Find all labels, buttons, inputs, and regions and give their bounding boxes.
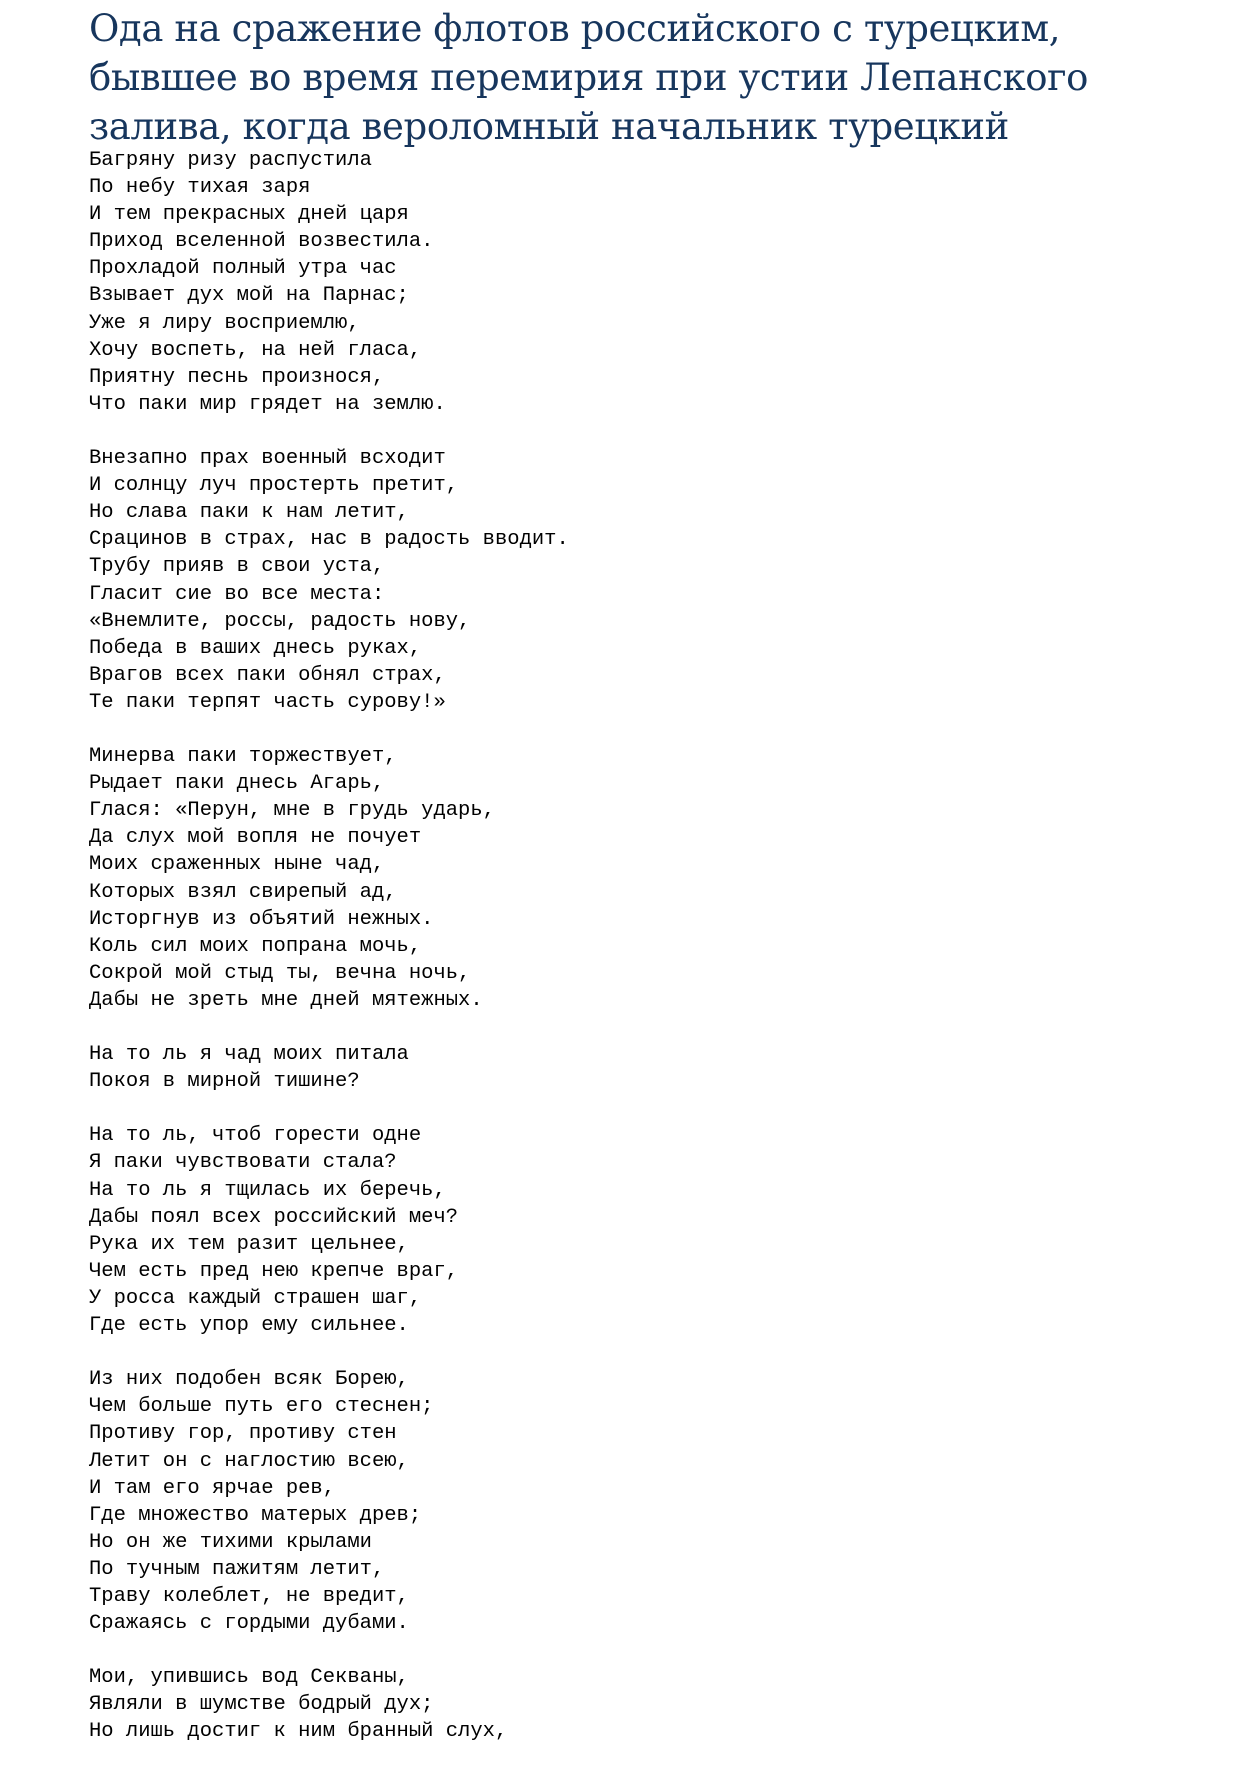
verse-line: На то ль, чтоб горести одне [89,1124,422,1148]
verse-line: Уже я лиру воcприемлю, [89,311,360,335]
verse-line: Где есть упор ему сильнее. [89,1314,409,1338]
verse-line: Что паки мир грядет на землю. [89,392,446,416]
verse-line: Где множество матерых древ; [89,1503,422,1527]
verse-line: Но он же тихими крылами [89,1530,372,1554]
stanza [89,445,1189,716]
verse-line: «Внемлите, россы, радость нову, [89,609,471,633]
verse-line: Коль сил моих попрана мочь, [89,934,422,958]
verse-line: Исторгнув из объятий нежных. [89,907,434,931]
verse-line: Которых взял свирепый ад, [89,880,397,904]
verse-line: По небу тихая заря [89,176,311,200]
verse-line: Рыдает паки днесь Агарь, [89,772,385,796]
verse-line: Да слух мой вопля не почует [89,826,422,850]
verse-line: Из них подобен всяк Борею, [89,1368,409,1392]
verse-line: Те паки терпят часть сурову!» [89,690,446,714]
verse-line: Сокрой мой стыд ты, вечна ночь, [89,961,471,985]
verse-line: Багряну ризу распустила [89,149,372,172]
verse-line: Прохладой полный утра час [89,257,397,281]
verse-line: Чем больше путь его стеснен; [89,1395,434,1419]
verse-line: Срацинов в страх, нас в радость вводит. [89,528,569,552]
verse-line: Противу гор, противу стен [89,1422,397,1446]
verse-line: На то ль я тщилась их беречь, [89,1178,446,1202]
stanza [89,1664,1189,1745]
verse-line: Внезапно прах военный всходит [89,447,446,471]
verse-line: Моих сраженных ныне чад, [89,853,385,877]
verse-line: Мои, упившись вод Секваны, [89,1666,409,1690]
verse-line: Гласит сие во все места: [89,582,385,606]
verse-line: И там его ярчае рев, [89,1476,336,1500]
title-line: Ода на сражение флотов российского с турецким, [89,7,1061,50]
verse-line: Взывает дух мой на Парнас; [89,284,409,308]
verse-line: У росса каждый страшен шаг, [89,1286,422,1310]
verse-line: Являли в шумстве бодрый дух; [89,1693,434,1717]
verse-line: Врагов всех паки обнял страх, [89,663,446,687]
stanza [89,1366,1189,1637]
verse-line: Траву колеблет, не вредит, [89,1584,409,1608]
verse-line: Сражаясь с гордыми дубами. [89,1612,409,1636]
verse-line: Минерва паки торжествует, [89,745,397,769]
verse-line: Дабы поял всех российский меч? [89,1205,459,1229]
verse-line: Я паки чувствовати стала? [89,1151,397,1175]
stanza [89,1041,1189,1095]
verse-line: Чем есть пред нею крепче враг, [89,1259,459,1283]
stanza [89,1122,1189,1339]
title-line: залива, когда вероломный начальник турецкий [89,105,1009,148]
verse-line: И солнцу луч простерть претит, [89,474,459,498]
verse-line: Летит он с наглостию всею, [89,1449,409,1473]
verse-line: Но слава паки к нам летит, [89,501,409,525]
verse-line: Приход вселенной возвестила. [89,230,434,254]
verse-line: И тем прекрасных дней царя [89,203,409,227]
title-line: бывшее во время перемирия при устии Лепанского [89,56,1089,99]
verse-line: Рука их тем разит цельнее, [89,1232,409,1256]
poem-body [89,147,1189,1773]
verse-line: Приятну песнь произнося, [89,365,385,389]
verse-line: Победа в ваших днесь руках, [89,636,422,660]
verse-line: По тучным пажитям летит, [89,1557,385,1581]
verse-line: На то ль я чад моих питала [89,1043,409,1067]
page-title [89,4,1209,151]
verse-line: Но лишь достиг к ним бранный слух, [89,1720,508,1744]
verse-line: Глася: «Перун, мне в грудь ударь, [89,799,495,823]
verse-line: Хочу воспеть, на ней гласа, [89,338,422,362]
verse-line: Трубу прияв в свои уста, [89,555,385,579]
verse-line: Покоя в мирной тишине? [89,1070,360,1094]
verse-line: Дабы не зреть мне дней мятежных. [89,988,483,1012]
stanza [89,147,1189,418]
stanza [89,743,1189,1014]
